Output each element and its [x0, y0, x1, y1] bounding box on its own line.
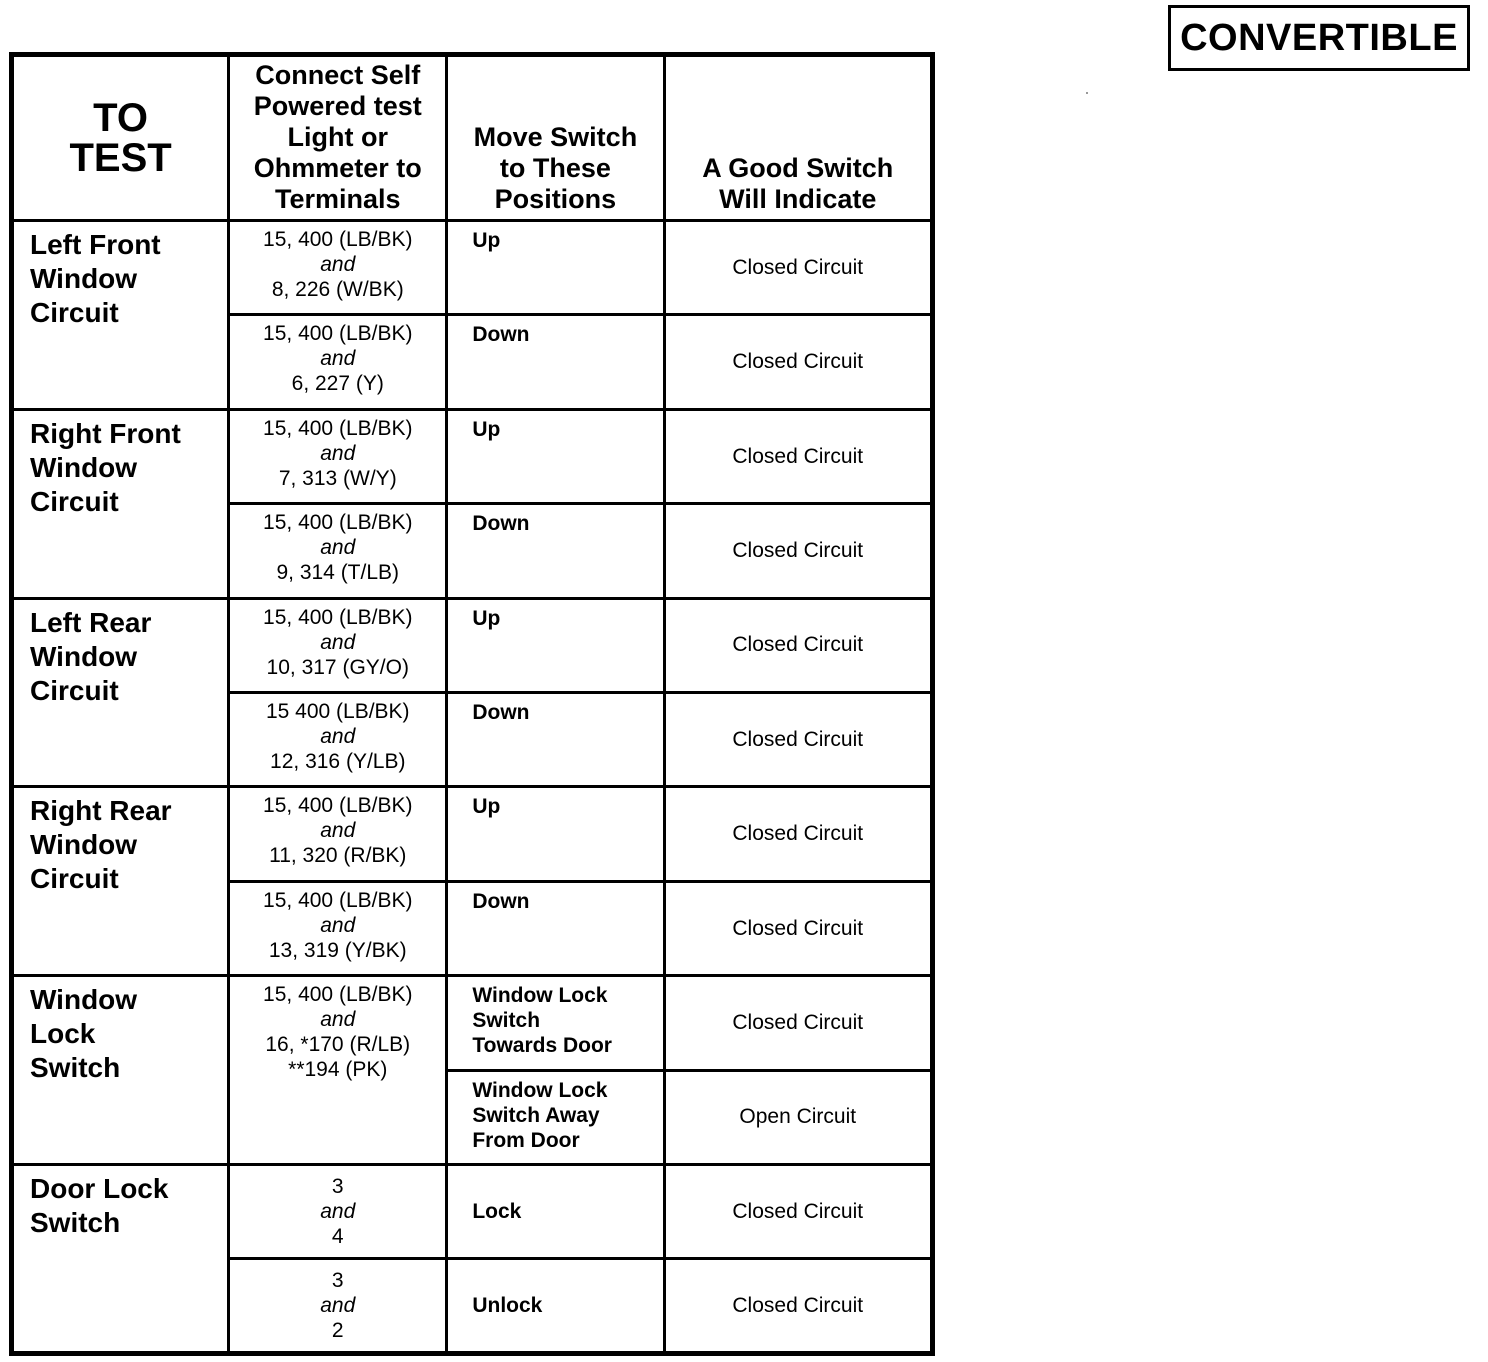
- terminal-and: and: [320, 1200, 356, 1224]
- header-line: Light or: [287, 122, 388, 152]
- terminal-and: and: [320, 253, 356, 276]
- result-cell: Closed Circuit: [664, 315, 932, 409]
- test-name-cell: [12, 221, 229, 410]
- table-row: [12, 976, 933, 1070]
- test-name-line: Window: [30, 263, 138, 294]
- position-cell: [447, 1165, 664, 1259]
- result-cell: Closed Circuit: [664, 787, 932, 881]
- position-line: Switch Away: [472, 1103, 600, 1127]
- header-line: Ohmmeter to: [253, 153, 422, 183]
- position-line: Unlock: [472, 1294, 543, 1318]
- header-line: Positions: [494, 184, 617, 214]
- terminal-line: 15, 400 (LB/BK): [263, 416, 413, 440]
- terminal-and: and: [320, 347, 356, 371]
- header-line: Move Switch: [473, 122, 638, 152]
- terminals-cell: [229, 221, 447, 315]
- terminal-line: 10, 317 (GY/O): [266, 655, 409, 679]
- terminal-line: 15, 400 (LB/BK): [263, 605, 413, 629]
- position-cell: [447, 1259, 664, 1354]
- terminal-line: 9, 314 (T/LB): [276, 561, 400, 585]
- terminal-line: 3: [331, 1269, 344, 1293]
- header-line: Will Indicate: [719, 184, 877, 214]
- header-line: Powered test: [253, 91, 422, 121]
- header-line: Terminals: [274, 184, 401, 214]
- terminal-and: and: [320, 725, 356, 749]
- terminal-line: 15, 400 (LB/BK): [263, 983, 413, 1007]
- test-name-line: Circuit: [30, 863, 119, 895]
- terminal-line: 15, 400 (LB/BK): [263, 228, 413, 251]
- header-line: A Good Switch: [702, 153, 894, 183]
- terminal-line: 15, 400 (LB/BK): [263, 322, 413, 346]
- terminals-cell: [229, 1259, 447, 1354]
- position-cell: [447, 881, 664, 975]
- terminals-cell: [229, 504, 447, 598]
- terminal-line: 12, 316 (Y/LB): [270, 750, 406, 774]
- position-cell: [447, 598, 664, 692]
- position-cell: [447, 315, 664, 409]
- test-name-cell: [12, 409, 229, 598]
- test-name-cell: [12, 976, 229, 1165]
- test-name-line: Circuit: [30, 485, 119, 517]
- position-line: Down: [472, 701, 530, 725]
- terminals-cell: [229, 315, 447, 409]
- header-line: to These: [499, 153, 611, 183]
- position-line: Window Lock: [472, 1078, 608, 1102]
- terminal-and: and: [320, 441, 356, 465]
- result-cell: Closed Circuit: [664, 1259, 932, 1354]
- test-name-line: Window: [30, 451, 138, 483]
- table-row: [12, 1165, 933, 1259]
- table-row: [12, 409, 933, 503]
- result-cell: Closed Circuit: [664, 693, 932, 787]
- position-line: Down: [472, 889, 530, 913]
- result-cell: Closed Circuit: [664, 881, 932, 975]
- terminal-line: 4: [331, 1225, 344, 1249]
- test-name-line: Right Front: [30, 417, 181, 449]
- header-connect-terminals: [229, 55, 447, 221]
- position-line: Up: [472, 417, 501, 441]
- position-line: From Door: [472, 1128, 580, 1152]
- terminal-line: 6, 227 (Y): [291, 372, 384, 396]
- position-line: Lock: [472, 1200, 522, 1224]
- table-row: [12, 598, 933, 692]
- terminal-line: 15, 400 (LB/BK): [263, 888, 413, 912]
- position-cell: [447, 693, 664, 787]
- terminal-and: and: [320, 630, 356, 654]
- test-name-cell: [12, 1165, 229, 1354]
- test-name-line: Left Rear: [30, 606, 152, 638]
- terminal-line: 2: [331, 1319, 344, 1343]
- result-cell: Closed Circuit: [664, 1165, 932, 1259]
- position-cell: [447, 787, 664, 881]
- test-name-line: Circuit: [30, 297, 119, 328]
- test-name-line: Window: [30, 829, 138, 861]
- header-row: [12, 55, 933, 221]
- terminal-and: and: [320, 1294, 356, 1318]
- position-cell: [447, 221, 664, 315]
- result-cell: Closed Circuit: [664, 976, 932, 1070]
- header-line: TEST: [69, 136, 172, 180]
- test-name-line: Window: [30, 984, 138, 1016]
- result-cell: Closed Circuit: [664, 598, 932, 692]
- position-line: Towards Door: [472, 1034, 612, 1058]
- table-row: [12, 787, 933, 881]
- result-cell: Closed Circuit: [664, 221, 932, 315]
- terminal-line: 8, 226 (W/BK): [271, 278, 404, 301]
- switch-test-table: [9, 52, 935, 1356]
- terminals-cell: [229, 598, 447, 692]
- terminal-line: 11, 320 (R/BK): [269, 844, 407, 868]
- terminal-and: and: [320, 819, 356, 843]
- terminal-line: **194 (PK): [288, 1058, 388, 1082]
- terminal-and: and: [320, 536, 356, 560]
- position-cell: [447, 409, 664, 503]
- test-name-line: Circuit: [30, 674, 119, 706]
- test-name-line: Door Lock: [30, 1173, 169, 1205]
- test-name-line: Switch: [30, 1052, 121, 1084]
- header-line: TO: [93, 96, 148, 140]
- terminal-and: and: [320, 913, 356, 937]
- test-name-cell: [12, 787, 229, 976]
- position-cell: [447, 976, 664, 1070]
- terminals-cell: [229, 976, 447, 1165]
- terminals-cell: [229, 693, 447, 787]
- position-line: Up: [472, 795, 501, 819]
- header-line: Connect Self: [255, 60, 421, 90]
- position-line: Down: [472, 323, 530, 347]
- header-good-switch: [664, 55, 932, 221]
- terminals-cell: [229, 1165, 447, 1259]
- table-row: [12, 221, 933, 315]
- terminal-and: and: [320, 1008, 356, 1032]
- test-name-line: Switch: [30, 1207, 121, 1239]
- test-name-line: Right Rear: [30, 795, 172, 827]
- position-cell: [447, 1070, 664, 1164]
- terminal-line: 16, *170 (R/LB): [265, 1033, 411, 1057]
- terminal-line: 13, 319 (Y/BK): [268, 938, 407, 962]
- convertible-badge: CONVERTIBLE: [1168, 5, 1470, 71]
- terminals-cell: [229, 409, 447, 503]
- terminal-line: 15, 400 (LB/BK): [263, 794, 413, 818]
- terminal-line: 15, 400 (LB/BK): [263, 511, 413, 535]
- header-move-switch: [447, 55, 664, 221]
- test-name-line: Lock: [30, 1018, 96, 1050]
- position-line: Down: [472, 512, 530, 536]
- position-line: Up: [472, 606, 501, 630]
- result-cell: Open Circuit: [664, 1070, 932, 1164]
- terminal-line: 3: [331, 1175, 344, 1199]
- terminals-cell: [229, 881, 447, 975]
- terminal-line: 7, 313 (W/Y): [278, 466, 397, 490]
- result-cell: Closed Circuit: [664, 409, 932, 503]
- terminal-line: 15 400 (LB/BK): [265, 700, 410, 724]
- terminals-cell: [229, 787, 447, 881]
- position-line: Window Lock: [472, 984, 608, 1008]
- test-name-line: Left Front: [30, 229, 161, 260]
- position-cell: [447, 504, 664, 598]
- position-line: Switch: [472, 1009, 541, 1033]
- header-to-test: [12, 55, 229, 221]
- position-line: Up: [472, 229, 501, 252]
- result-cell: Closed Circuit: [664, 504, 932, 598]
- stray-dot: [1086, 92, 1088, 94]
- test-name-line: Window: [30, 640, 138, 672]
- test-name-cell: [12, 598, 229, 787]
